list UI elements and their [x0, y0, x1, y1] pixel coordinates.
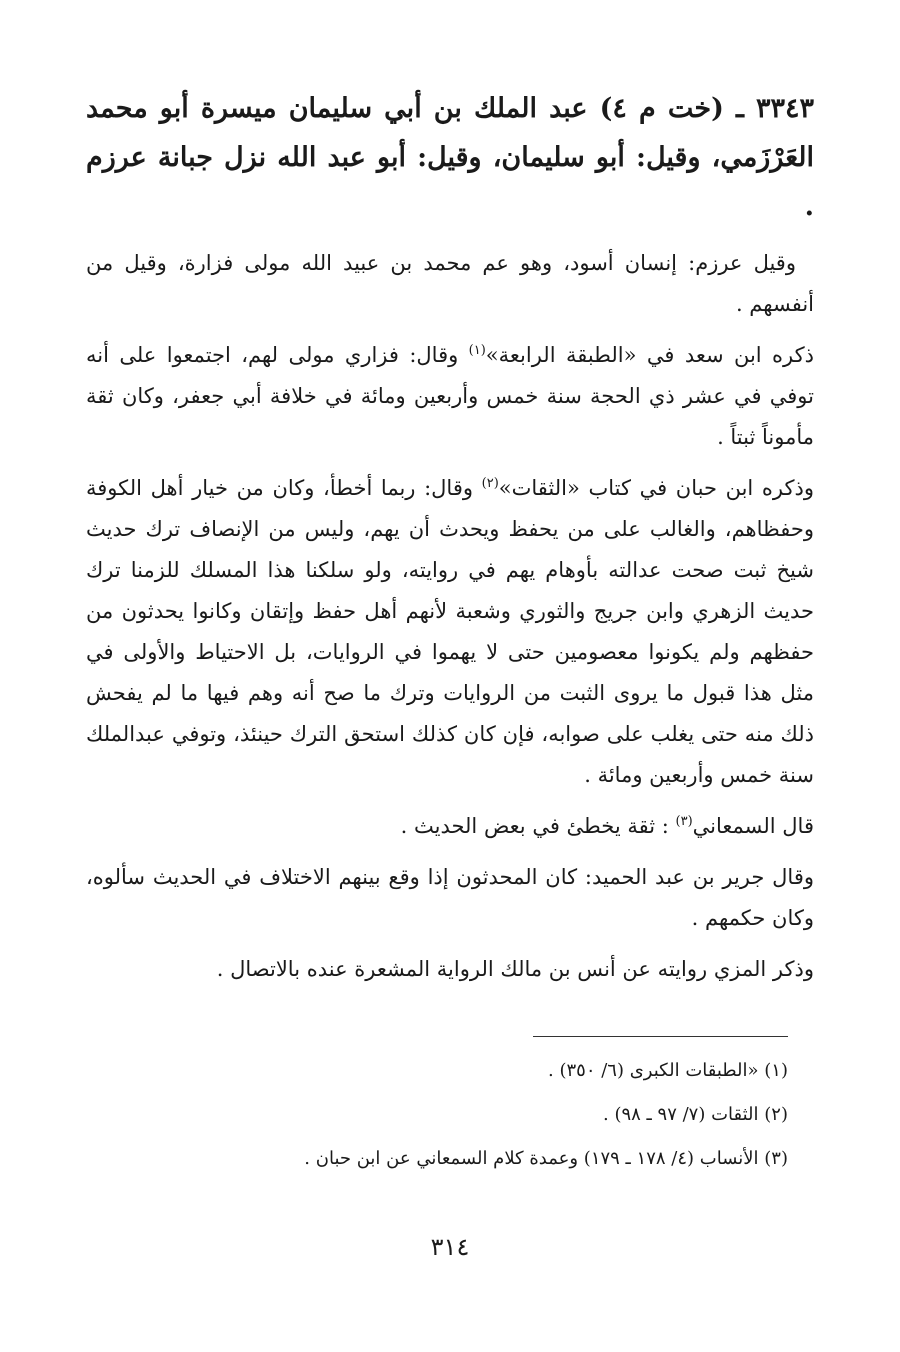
page-body: [86, 84, 814, 1000]
paragraph-6: [86, 949, 814, 990]
footnote-divider: [533, 1036, 788, 1037]
paragraph-3: [86, 468, 814, 796]
paragraph-5: [86, 857, 814, 939]
paragraph-5-text: وقال جرير بن عبد الحميد: كان المحدثون إذا وقع بينهم الاختلاف في الحديث سألوه، وكان حكمهم .: [86, 865, 814, 930]
entry-heading: ٣٣٤٣ ـ (خت م ٤) عبد الملك بن أبي سليمان ميسرة أبو محمد العَرْزَمي، وقيل: أبو سليمان، وقيل: أبو عبد الله نزل جبانة عرزم .: [86, 93, 814, 222]
page-number: ٣١٤: [430, 1233, 470, 1261]
paragraph-2-text-after: وقال: فزاري مولى لهم، اجتمعوا على أنه توفي في عشر ذي الحجة سنة خمس وأربعين ومائة في خلافة أبي جعفر، وكان ثقة مأموناً ثبتاً .: [86, 343, 814, 449]
footnote-2: (٢) الثقات (٧/ ٩٧ ـ ٩٨) .: [603, 1104, 788, 1125]
footnotes: [88, 1058, 788, 1190]
footnote-1: (١) «الطبقات الكبرى (٦/ ٣٥٠) .: [548, 1060, 788, 1081]
paragraph-2-text-before: ذكره ابن سعد في «الطبقة الرابعة»: [485, 343, 814, 367]
paragraph-6-text: وذكر المزي روايته عن أنس بن مالك الرواية المشعرة عنده بالاتصال .: [216, 957, 814, 981]
footnote-ref-1[interactable]: (١): [468, 343, 486, 358]
paragraph-4: [86, 806, 814, 847]
footnote-ref-2[interactable]: (٢): [481, 476, 499, 491]
paragraph-4-text-before: قال السمعاني: [692, 814, 814, 838]
paragraph-3-text-before: وذكره ابن حبان في كتاب «الثقات»: [498, 476, 814, 500]
paragraph-1: [86, 243, 814, 325]
footnote-3: (٣) الأنساب (٤/ ١٧٨ ـ ١٧٩) وعمدة كلام السمعاني عن ابن حبان .: [304, 1148, 788, 1169]
footnote-ref-3[interactable]: (٣): [675, 814, 693, 829]
paragraph-4-text-after: : ثقة يخطئ في بعض الحديث .: [400, 814, 676, 838]
paragraph-3-text-after: وقال: ربما أخطأ، وكان من خيار أهل الكوفة وحفظاهم، والغالب على من يحفظ ويحدث أن يهم، وليس من الإنصاف ترك حديث شيخ ثبت صحت عدالته بأوهام يهم في روايته، ولو سلكنا هذا المسلك للزمنا ترك حديث الزهري وابن جريج والثوري وشعبة لأنهم أهل حفظ وإتقان وكانوا يحدثون من حفظهم ولم يكونوا معصومين حتى لا يهموا في الروايات، بل الاحتياط والأولى في مثل هذا قبول ما يروى الثبت من الروايات وترك ما صح أنه وهم فيها ما لم يفحش ذلك منه حتى يغلب على صوابه، فإن كان كذلك استحق الترك حينئذ، وتوفي عبدالملك سنة خمس وأربعين ومائة .: [86, 476, 814, 787]
paragraph-1-text: وقيل عرزم: إنسان أسود، وهو عم محمد بن عبيد الله مولى فزارة، وقيل من أنفسهم .: [86, 251, 814, 316]
paragraph-2: [86, 335, 814, 458]
